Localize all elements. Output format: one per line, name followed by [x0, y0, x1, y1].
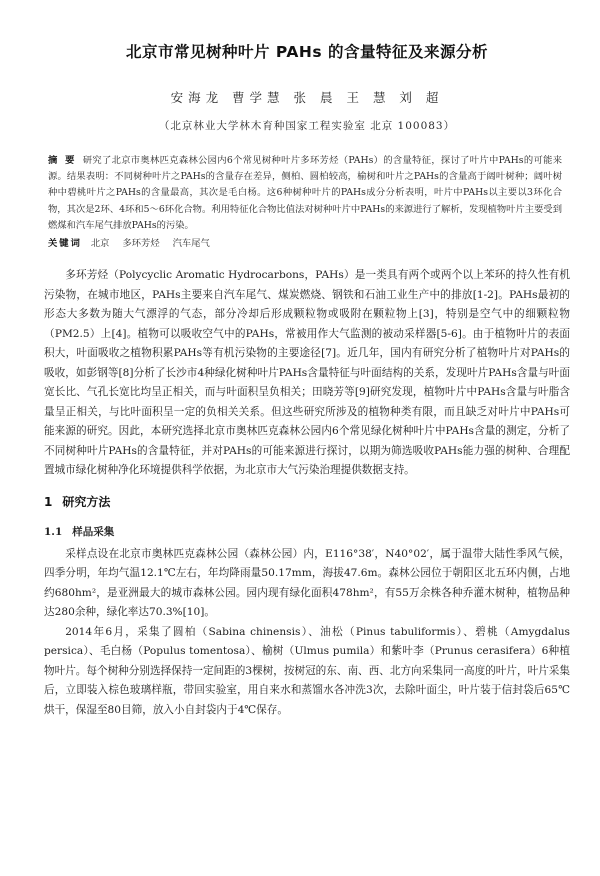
section-title: 研究方法: [62, 494, 111, 509]
abstract-text: 研究了北京市奥林匹克森林公园内6个常见树种叶片多环芳烃（PAHs）的含量特征，探讨了叶片中PAHs的可能来源。结果表明：不同树种叶片之PAHs的含量存在差异，侧柏、圆柏较高，榆树和叶片之PAHs的含量高于阔叶树种；阔叶树种中碧桃叶片之PAHs的含量最高，其次是毛白杨。这6种树种叶片的PAHs成分分析表明，叶片中PAHs以主要以3环化合物，其次是2环、4环和5～6环化合物。利用特征化合物比值法对树种叶片中PAHs的来源进行了解析，发现植物叶片主要受到燃煤和汽车尾气排放PAHs的污染。: [48, 155, 562, 231]
keyword-item: 多环芳烃: [122, 238, 160, 250]
paper-title: 北京市常见树种叶片 PAHs 的含量特征及来源分析: [126, 43, 488, 61]
section-number: 1: [44, 494, 53, 509]
subsection-heading: [44, 524, 570, 539]
methods-paragraph: 采样点设在北京市奥林匹克森林公园（森林公园）内，E116°38′，N40°02′，属于温带大陆性季风气候，四季分明，年均气温12.1℃左右，年均降雨量50.17mm，海拔47.6m。森林公园位于朝阳区北五环内侧，占地约680hm²，是亚洲最大的城市森林公园。园内现有绿化面积478hm²，有55万余株各种乔灌木树种，植物品种达280余种，绿化率达70.3%[10]。: [44, 547, 570, 619]
keywords-label: 关键词: [48, 238, 82, 250]
intro-paragraph: 多环芳烃（Polycyclic Aromatic Hydrocarbons，PAHs）是一类具有两个或两个以上苯环的持久性有机污染物，在城市地区，PAHs主要来自汽车尾气、煤炭燃烧、钢铁和石油工业生产中的排放[1-2]。PAHs最初的形态大多数为随大气漂浮的气态，部分冷却后形成颗粒物或吸附在颗粒物上[3]，特别是空气中的细颗粒物（PM2.5）上[4]。植物可以吸收空气中的PAHs，常被用作大气监测的被动采样器[5-6]。由于植物叶片的表面积大，叶面吸收之植物积累PAHs等有机污染物的主要途径[7]。近几年，国内有研究分析了植物叶片对PAHs的吸收，如彭钢等[8]分析了长沙市4种绿化树种叶片PAHs含量特征与叶面结构的关系，发现叶片PAHs含量与叶面宽长比、气孔长宽比均呈正相关，而与叶面积呈负相关；田晓芳等[9]研究发现，植物叶片中PAHs含量与叶脂含量呈正相关，与比叶面积呈一定的负相关关系。但这些研究所涉及的植物种类有限，而且缺乏对叶片中PAHs可能来源的研究。因此，本研究选择北京市奥林匹克森林公园内6个常见绿化树种叶片中PAHs含量的测定，分析了不同树种叶片PAHs的含量特征，并对PAHs的可能来源进行探讨，以期为筛选吸收PAHs能力强的树种、合理配置城市绿化树种净化环境提供科学依据，为北京市大气污染治理提供数据支持。: [44, 269, 570, 477]
section-heading: [44, 493, 570, 510]
subsection-number: 1.1: [44, 525, 63, 538]
affiliation: （北京林业大学林木育种国家工程实验室 北京 100083）: [158, 120, 456, 132]
keywords: [48, 236, 562, 252]
paper-page: [0, 40, 600, 876]
subsection-title: 样品采集: [72, 525, 115, 538]
keyword-item: 北京: [90, 238, 110, 250]
methods-paragraph: 2014年6月，采集了圆柏（Sabina chinensis）、油松（Pinus tabuliformis）、碧桃（Amygdalus persica）、毛白杨（Populus tomentosa）、榆树（Ulmus pumila）和紫叶李（Prunus cerasifera）6种植物叶片。每个树种分别选择保持一定间距的3棵树，按树冠的东、南、西、北方向采集同一高度的叶片，叶片采集后，立即装入棕色玻璃样瓶，带回实验室，用自来水和蒸馏水各冲洗3次，去除叶面尘，叶片装于信封袋后65℃烘干，保湿至80目筛，放入小自封袋内于4℃保存。: [44, 625, 570, 716]
keyword-item: 汽车尾气: [172, 238, 210, 250]
author-list: 安海龙 曹学慧 张 晨 王 慧 刘 超: [170, 90, 444, 105]
abstract: [48, 153, 562, 234]
abstract-label: 摘 要: [48, 155, 77, 166]
